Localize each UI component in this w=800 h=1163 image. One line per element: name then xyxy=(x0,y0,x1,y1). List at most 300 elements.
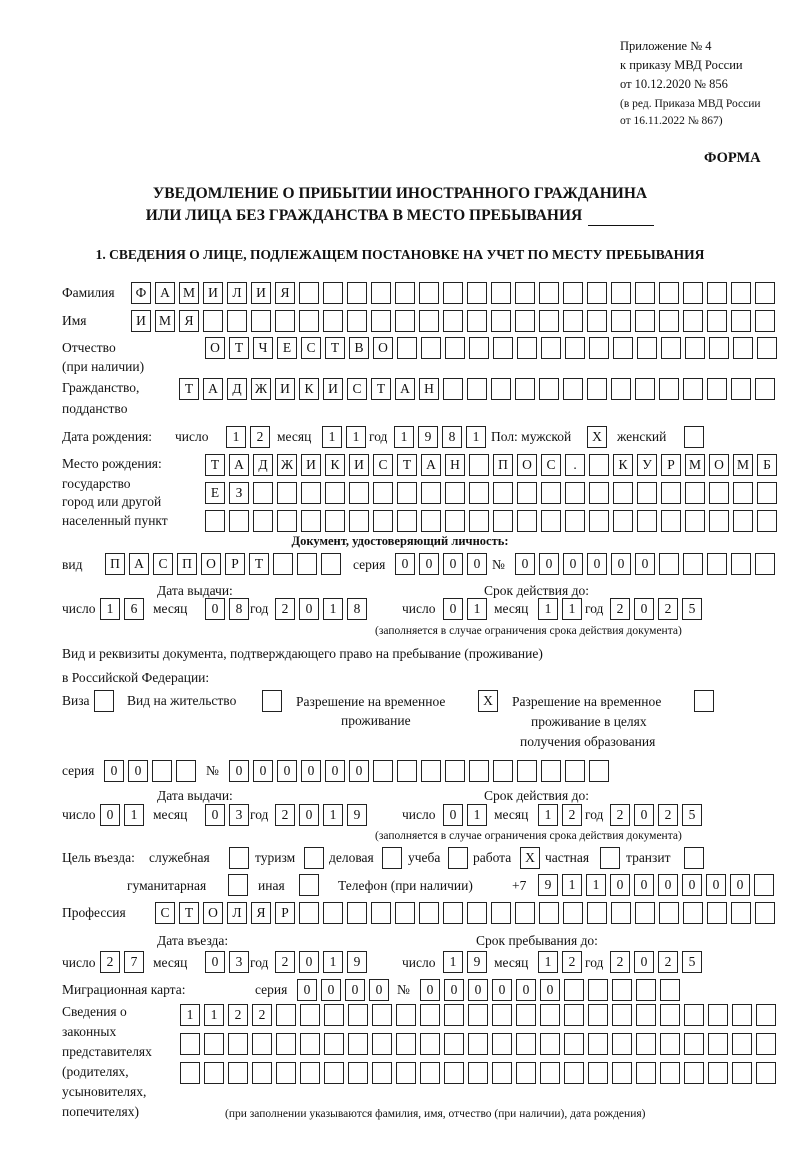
char-box[interactable]: 0 xyxy=(611,553,631,575)
char-box[interactable]: 0 xyxy=(516,979,536,1001)
char-box[interactable] xyxy=(276,1033,296,1055)
char-box[interactable] xyxy=(396,1062,416,1084)
char-box[interactable]: И xyxy=(275,378,295,400)
char-box[interactable] xyxy=(275,310,295,332)
char-box[interactable] xyxy=(709,337,729,359)
char-box[interactable]: 1 xyxy=(226,426,246,448)
char-box[interactable] xyxy=(205,510,225,532)
char-box[interactable]: 0 xyxy=(730,874,750,896)
char-box[interactable] xyxy=(587,282,607,304)
char-box[interactable]: А xyxy=(421,454,441,476)
char-box[interactable]: Ж xyxy=(251,378,271,400)
char-box[interactable] xyxy=(349,482,369,504)
char-box[interactable] xyxy=(448,847,468,869)
char-box[interactable]: 2 xyxy=(610,951,630,973)
char-box[interactable]: 0 xyxy=(658,874,678,896)
char-box[interactable] xyxy=(732,1062,752,1084)
char-box[interactable]: 0 xyxy=(369,979,389,1001)
char-box[interactable] xyxy=(731,282,751,304)
char-box[interactable] xyxy=(517,337,537,359)
char-box[interactable] xyxy=(707,282,727,304)
char-box[interactable] xyxy=(683,378,703,400)
sex-female-checkbox[interactable] xyxy=(684,426,704,448)
char-box[interactable]: И xyxy=(301,454,321,476)
char-box[interactable]: О xyxy=(203,902,223,924)
char-box[interactable]: К xyxy=(613,454,633,476)
char-box[interactable] xyxy=(636,1033,656,1055)
char-box[interactable]: О xyxy=(373,337,393,359)
char-box[interactable]: 1 xyxy=(323,804,343,826)
doc-issue-month[interactable] xyxy=(205,598,249,620)
char-box[interactable] xyxy=(371,902,391,924)
char-box[interactable] xyxy=(731,310,751,332)
char-box[interactable] xyxy=(684,1062,704,1084)
char-box[interactable] xyxy=(325,482,345,504)
name-field[interactable] xyxy=(131,310,775,332)
citizenship-field[interactable] xyxy=(179,378,775,400)
char-box[interactable] xyxy=(757,337,777,359)
char-box[interactable] xyxy=(516,1004,536,1026)
char-box[interactable] xyxy=(420,1062,440,1084)
char-box[interactable] xyxy=(397,482,417,504)
char-box[interactable] xyxy=(611,310,631,332)
residence-permit-checkbox[interactable] xyxy=(262,690,282,712)
char-box[interactable]: Н xyxy=(445,454,465,476)
char-box[interactable] xyxy=(756,1062,776,1084)
char-box[interactable] xyxy=(515,902,535,924)
char-box[interactable]: 0 xyxy=(299,804,319,826)
char-box[interactable] xyxy=(277,482,297,504)
entry-year[interactable] xyxy=(275,951,367,973)
char-box[interactable] xyxy=(395,310,415,332)
char-box[interactable]: 7 xyxy=(124,951,144,973)
char-box[interactable]: Р xyxy=(275,902,295,924)
char-box[interactable]: О xyxy=(205,337,225,359)
char-box[interactable]: В xyxy=(349,337,369,359)
char-box[interactable] xyxy=(587,310,607,332)
char-box[interactable]: 0 xyxy=(634,874,654,896)
char-box[interactable]: X xyxy=(520,847,540,869)
char-box[interactable] xyxy=(732,1033,752,1055)
char-box[interactable]: 2 xyxy=(658,598,678,620)
char-box[interactable]: 9 xyxy=(347,951,367,973)
char-box[interactable]: Т xyxy=(205,454,225,476)
char-box[interactable]: 0 xyxy=(420,979,440,1001)
purpose-service-checkbox[interactable] xyxy=(229,847,249,869)
char-box[interactable]: 2 xyxy=(275,804,295,826)
char-box[interactable] xyxy=(516,1033,536,1055)
char-box[interactable]: Н xyxy=(419,378,439,400)
char-box[interactable] xyxy=(541,482,561,504)
char-box[interactable] xyxy=(419,310,439,332)
char-box[interactable]: 1 xyxy=(323,951,343,973)
char-box[interactable] xyxy=(467,282,487,304)
char-box[interactable] xyxy=(541,760,561,782)
char-box[interactable] xyxy=(469,454,489,476)
char-box[interactable] xyxy=(228,1033,248,1055)
birth-place-row1[interactable] xyxy=(205,454,777,476)
char-box[interactable] xyxy=(324,1062,344,1084)
char-box[interactable] xyxy=(684,847,704,869)
char-box[interactable] xyxy=(515,310,535,332)
char-box[interactable] xyxy=(323,310,343,332)
char-box[interactable]: 1 xyxy=(466,426,486,448)
char-box[interactable] xyxy=(612,1062,632,1084)
char-box[interactable]: 0 xyxy=(492,979,512,1001)
char-box[interactable] xyxy=(444,1033,464,1055)
char-box[interactable]: 2 xyxy=(658,951,678,973)
char-box[interactable] xyxy=(491,282,511,304)
res-issue-year[interactable] xyxy=(275,804,367,826)
char-box[interactable] xyxy=(565,482,585,504)
char-box[interactable]: 0 xyxy=(682,874,702,896)
char-box[interactable] xyxy=(324,1004,344,1026)
temp-permit-checkbox[interactable] xyxy=(478,690,498,712)
char-box[interactable] xyxy=(659,378,679,400)
char-box[interactable]: X xyxy=(587,426,607,448)
char-box[interactable] xyxy=(683,282,703,304)
char-box[interactable] xyxy=(323,282,343,304)
char-box[interactable] xyxy=(444,1004,464,1026)
char-box[interactable] xyxy=(348,1033,368,1055)
char-box[interactable]: 1 xyxy=(467,598,487,620)
char-box[interactable] xyxy=(152,760,172,782)
char-box[interactable] xyxy=(661,337,681,359)
char-box[interactable] xyxy=(373,510,393,532)
char-box[interactable] xyxy=(733,510,753,532)
char-box[interactable] xyxy=(636,1062,656,1084)
res-valid-year[interactable] xyxy=(610,804,702,826)
char-box[interactable]: И xyxy=(131,310,151,332)
char-box[interactable]: 0 xyxy=(706,874,726,896)
char-box[interactable] xyxy=(707,902,727,924)
char-box[interactable]: 0 xyxy=(587,553,607,575)
char-box[interactable] xyxy=(251,310,271,332)
char-box[interactable] xyxy=(262,690,282,712)
char-box[interactable] xyxy=(229,510,249,532)
char-box[interactable] xyxy=(299,282,319,304)
char-box[interactable] xyxy=(445,510,465,532)
char-box[interactable]: 0 xyxy=(443,804,463,826)
char-box[interactable] xyxy=(731,378,751,400)
char-box[interactable] xyxy=(684,426,704,448)
char-box[interactable] xyxy=(659,553,679,575)
char-box[interactable] xyxy=(589,510,609,532)
stay-month[interactable] xyxy=(538,951,582,973)
char-box[interactable] xyxy=(564,1062,584,1084)
char-box[interactable]: 0 xyxy=(325,760,345,782)
char-box[interactable]: 0 xyxy=(468,979,488,1001)
char-box[interactable]: 2 xyxy=(252,1004,272,1026)
char-box[interactable] xyxy=(685,510,705,532)
char-box[interactable] xyxy=(397,760,417,782)
char-box[interactable]: С xyxy=(347,378,367,400)
char-box[interactable] xyxy=(731,553,751,575)
char-box[interactable] xyxy=(348,1004,368,1026)
char-box[interactable] xyxy=(252,1033,272,1055)
char-box[interactable] xyxy=(492,1033,512,1055)
char-box[interactable]: 0 xyxy=(443,598,463,620)
char-box[interactable] xyxy=(589,482,609,504)
purpose-private-checkbox[interactable] xyxy=(600,847,620,869)
char-box[interactable]: . xyxy=(565,454,585,476)
char-box[interactable] xyxy=(757,510,777,532)
char-box[interactable] xyxy=(300,1033,320,1055)
char-box[interactable]: С xyxy=(153,553,173,575)
char-box[interactable] xyxy=(685,337,705,359)
char-box[interactable] xyxy=(565,760,585,782)
birth-month-field[interactable] xyxy=(322,426,366,448)
char-box[interactable]: 2 xyxy=(562,804,582,826)
char-box[interactable]: 1 xyxy=(323,598,343,620)
char-box[interactable]: И xyxy=(203,282,223,304)
char-box[interactable] xyxy=(707,310,727,332)
char-box[interactable]: А xyxy=(395,378,415,400)
char-box[interactable] xyxy=(613,337,633,359)
char-box[interactable] xyxy=(467,378,487,400)
char-box[interactable] xyxy=(540,1062,560,1084)
char-box[interactable]: Д xyxy=(253,454,273,476)
char-box[interactable] xyxy=(659,902,679,924)
char-box[interactable] xyxy=(564,1033,584,1055)
char-box[interactable] xyxy=(420,1004,440,1026)
char-box[interactable] xyxy=(492,1062,512,1084)
char-box[interactable]: Т xyxy=(371,378,391,400)
char-box[interactable] xyxy=(685,482,705,504)
char-box[interactable] xyxy=(421,482,441,504)
char-box[interactable] xyxy=(276,1004,296,1026)
char-box[interactable] xyxy=(564,1004,584,1026)
char-box[interactable] xyxy=(321,553,341,575)
char-box[interactable] xyxy=(613,510,633,532)
char-box[interactable]: П xyxy=(493,454,513,476)
visa-checkbox[interactable] xyxy=(94,690,114,712)
representatives-row2[interactable] xyxy=(180,1033,776,1055)
char-box[interactable]: Ф xyxy=(131,282,151,304)
char-box[interactable]: 0 xyxy=(297,979,317,1001)
doc-valid-day[interactable] xyxy=(443,598,487,620)
char-box[interactable]: З xyxy=(229,482,249,504)
char-box[interactable]: 1 xyxy=(204,1004,224,1026)
char-box[interactable]: 9 xyxy=(347,804,367,826)
char-box[interactable] xyxy=(228,1062,248,1084)
char-box[interactable]: 2 xyxy=(228,1004,248,1026)
char-box[interactable] xyxy=(325,510,345,532)
profession-field[interactable] xyxy=(155,902,775,924)
char-box[interactable]: Р xyxy=(225,553,245,575)
char-box[interactable] xyxy=(299,902,319,924)
char-box[interactable] xyxy=(469,337,489,359)
char-box[interactable] xyxy=(540,1004,560,1026)
char-box[interactable] xyxy=(204,1033,224,1055)
migration-number-field[interactable] xyxy=(420,979,680,1001)
char-box[interactable] xyxy=(373,482,393,504)
char-box[interactable] xyxy=(539,310,559,332)
purpose-humanitarian-checkbox[interactable] xyxy=(228,874,248,896)
char-box[interactable]: 2 xyxy=(610,804,630,826)
char-box[interactable]: С xyxy=(541,454,561,476)
char-box[interactable]: 2 xyxy=(275,598,295,620)
purpose-tourism-checkbox[interactable] xyxy=(304,847,324,869)
doc-number-field[interactable] xyxy=(515,553,775,575)
char-box[interactable]: А xyxy=(229,454,249,476)
char-box[interactable]: 1 xyxy=(538,951,558,973)
patronymic-field[interactable] xyxy=(205,337,777,359)
char-box[interactable]: 6 xyxy=(124,598,144,620)
char-box[interactable]: 0 xyxy=(539,553,559,575)
char-box[interactable] xyxy=(635,282,655,304)
char-box[interactable]: 2 xyxy=(610,598,630,620)
char-box[interactable]: 5 xyxy=(682,951,702,973)
char-box[interactable]: Е xyxy=(277,337,297,359)
birth-place-row3[interactable] xyxy=(205,510,777,532)
char-box[interactable] xyxy=(253,510,273,532)
char-box[interactable]: Б xyxy=(757,454,777,476)
char-box[interactable] xyxy=(588,1004,608,1026)
char-box[interactable] xyxy=(683,553,703,575)
char-box[interactable]: 0 xyxy=(563,553,583,575)
sex-male-checkbox[interactable] xyxy=(587,426,607,448)
char-box[interactable] xyxy=(445,760,465,782)
char-box[interactable] xyxy=(372,1004,392,1026)
char-box[interactable] xyxy=(301,482,321,504)
char-box[interactable]: 5 xyxy=(682,804,702,826)
char-box[interactable] xyxy=(421,337,441,359)
res-number-field[interactable] xyxy=(229,760,609,782)
char-box[interactable]: 1 xyxy=(124,804,144,826)
char-box[interactable]: 0 xyxy=(610,874,630,896)
char-box[interactable] xyxy=(731,902,751,924)
char-box[interactable]: Я xyxy=(179,310,199,332)
char-box[interactable] xyxy=(683,902,703,924)
char-box[interactable] xyxy=(176,760,196,782)
char-box[interactable] xyxy=(373,760,393,782)
char-box[interactable]: 0 xyxy=(205,951,225,973)
char-box[interactable] xyxy=(276,1062,296,1084)
char-box[interactable] xyxy=(611,282,631,304)
char-box[interactable]: 0 xyxy=(443,553,463,575)
char-box[interactable] xyxy=(395,282,415,304)
char-box[interactable] xyxy=(349,510,369,532)
char-box[interactable]: 9 xyxy=(467,951,487,973)
char-box[interactable] xyxy=(637,337,657,359)
char-box[interactable] xyxy=(540,1033,560,1055)
char-box[interactable] xyxy=(517,760,537,782)
char-box[interactable] xyxy=(445,482,465,504)
char-box[interactable] xyxy=(563,378,583,400)
char-box[interactable] xyxy=(660,1062,680,1084)
char-box[interactable]: Ж xyxy=(277,454,297,476)
char-box[interactable] xyxy=(755,378,775,400)
char-box[interactable] xyxy=(397,337,417,359)
char-box[interactable]: Т xyxy=(179,378,199,400)
char-box[interactable]: К xyxy=(299,378,319,400)
char-box[interactable]: Ч xyxy=(253,337,273,359)
char-box[interactable]: 2 xyxy=(250,426,270,448)
char-box[interactable] xyxy=(467,902,487,924)
char-box[interactable] xyxy=(683,310,703,332)
char-box[interactable]: О xyxy=(709,454,729,476)
char-box[interactable] xyxy=(708,1033,728,1055)
char-box[interactable]: 2 xyxy=(658,804,678,826)
char-box[interactable] xyxy=(443,378,463,400)
char-box[interactable] xyxy=(277,510,297,532)
char-box[interactable] xyxy=(180,1062,200,1084)
char-box[interactable]: 1 xyxy=(538,598,558,620)
char-box[interactable] xyxy=(372,1062,392,1084)
char-box[interactable] xyxy=(588,979,608,1001)
char-box[interactable]: Я xyxy=(275,282,295,304)
char-box[interactable] xyxy=(517,510,537,532)
char-box[interactable]: 0 xyxy=(634,804,654,826)
purpose-work-checkbox[interactable] xyxy=(520,847,540,869)
doc-type-field[interactable] xyxy=(105,553,341,575)
char-box[interactable] xyxy=(612,979,632,1001)
char-box[interactable] xyxy=(659,310,679,332)
char-box[interactable]: 0 xyxy=(444,979,464,1001)
char-box[interactable]: А xyxy=(129,553,149,575)
char-box[interactable]: 9 xyxy=(538,874,558,896)
char-box[interactable]: П xyxy=(177,553,197,575)
char-box[interactable] xyxy=(396,1033,416,1055)
char-box[interactable]: 0 xyxy=(100,804,120,826)
char-box[interactable] xyxy=(684,1004,704,1026)
entry-day[interactable] xyxy=(100,951,144,973)
char-box[interactable] xyxy=(382,847,402,869)
char-box[interactable]: Л xyxy=(227,902,247,924)
char-box[interactable] xyxy=(443,902,463,924)
char-box[interactable] xyxy=(732,1004,752,1026)
char-box[interactable]: 0 xyxy=(229,760,249,782)
char-box[interactable]: 0 xyxy=(634,598,654,620)
char-box[interactable]: 0 xyxy=(515,553,535,575)
char-box[interactable] xyxy=(468,1062,488,1084)
char-box[interactable]: С xyxy=(155,902,175,924)
char-box[interactable]: П xyxy=(105,553,125,575)
char-box[interactable] xyxy=(756,1033,776,1055)
stay-day[interactable] xyxy=(443,951,487,973)
char-box[interactable] xyxy=(588,1033,608,1055)
res-series-field[interactable] xyxy=(104,760,196,782)
doc-series-field[interactable] xyxy=(395,553,487,575)
char-box[interactable] xyxy=(516,1062,536,1084)
char-box[interactable]: 1 xyxy=(586,874,606,896)
char-box[interactable]: О xyxy=(517,454,537,476)
char-box[interactable] xyxy=(323,902,343,924)
char-box[interactable] xyxy=(539,282,559,304)
char-box[interactable] xyxy=(565,510,585,532)
char-box[interactable] xyxy=(180,1033,200,1055)
char-box[interactable] xyxy=(203,310,223,332)
char-box[interactable] xyxy=(635,378,655,400)
char-box[interactable]: 0 xyxy=(299,951,319,973)
char-box[interactable]: 8 xyxy=(347,598,367,620)
char-box[interactable] xyxy=(444,1062,464,1084)
char-box[interactable]: 8 xyxy=(229,598,249,620)
char-box[interactable]: 1 xyxy=(443,951,463,973)
char-box[interactable]: 0 xyxy=(419,553,439,575)
char-box[interactable]: 1 xyxy=(467,804,487,826)
char-box[interactable] xyxy=(443,310,463,332)
char-box[interactable] xyxy=(443,282,463,304)
char-box[interactable]: Я xyxy=(251,902,271,924)
char-box[interactable]: X xyxy=(478,690,498,712)
char-box[interactable] xyxy=(565,337,585,359)
char-box[interactable]: 0 xyxy=(277,760,297,782)
char-box[interactable]: С xyxy=(373,454,393,476)
char-box[interactable]: Т xyxy=(179,902,199,924)
char-box[interactable] xyxy=(469,760,489,782)
